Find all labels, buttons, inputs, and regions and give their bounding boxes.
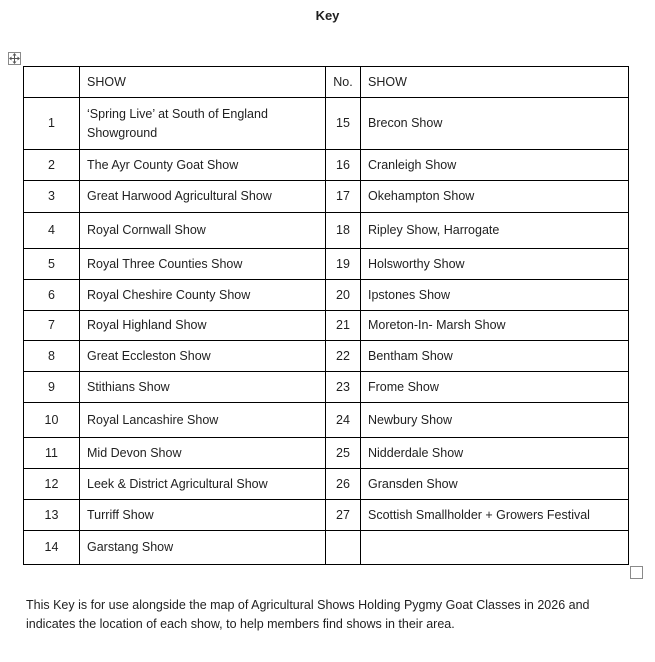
table-row xyxy=(24,181,629,213)
show-name-right: Newbury Show xyxy=(361,403,629,438)
show-name-left: Great Harwood Agricultural Show xyxy=(80,181,326,213)
show-name-right: Scottish Smallholder + Growers Festival xyxy=(361,500,629,531)
show-name-left: ‘Spring Live’ at South of England Showground xyxy=(80,98,326,150)
table-row xyxy=(24,469,629,500)
show-name-right: Okehampton Show xyxy=(361,181,629,213)
show-name-left: Royal Cornwall Show xyxy=(80,213,326,249)
show-number-right: 27 xyxy=(326,500,361,531)
show-number-right: 15 xyxy=(326,98,361,150)
show-number-left: 11 xyxy=(24,438,80,469)
show-number-right: 19 xyxy=(326,249,361,280)
show-name-left: Royal Three Counties Show xyxy=(80,249,326,280)
show-name-right: Frome Show xyxy=(361,372,629,403)
show-number-right: 17 xyxy=(326,181,361,213)
show-number-right: 20 xyxy=(326,280,361,311)
show-number-left: 13 xyxy=(24,500,80,531)
table-row xyxy=(24,249,629,280)
show-number-right: 25 xyxy=(326,438,361,469)
header-number-left xyxy=(24,67,80,98)
show-number-left: 3 xyxy=(24,181,80,213)
show-number-left: 2 xyxy=(24,150,80,181)
show-number-left: 14 xyxy=(24,531,80,565)
table-row xyxy=(24,98,629,150)
show-name-left: Mid Devon Show xyxy=(80,438,326,469)
header-show-right: SHOW xyxy=(361,67,629,98)
show-number-right: 23 xyxy=(326,372,361,403)
page-title: Key xyxy=(315,8,340,23)
table-row xyxy=(24,403,629,438)
show-name-left: Garstang Show xyxy=(80,531,326,565)
show-name-left: Turriff Show xyxy=(80,500,326,531)
show-number-left: 5 xyxy=(24,249,80,280)
show-name-right: Holsworthy Show xyxy=(361,249,629,280)
show-name-right: Cranleigh Show xyxy=(361,150,629,181)
show-number-right: 24 xyxy=(326,403,361,438)
show-number-left: 7 xyxy=(24,311,80,341)
show-name-left: Stithians Show xyxy=(80,372,326,403)
table-row xyxy=(24,372,629,403)
show-number-right: 16 xyxy=(326,150,361,181)
show-name-left: Great Eccleston Show xyxy=(80,341,326,372)
table-row xyxy=(24,438,629,469)
show-number-right: 21 xyxy=(326,311,361,341)
show-name-left: Royal Cheshire County Show xyxy=(80,280,326,311)
table-row xyxy=(24,531,629,565)
table-row xyxy=(24,150,629,181)
show-number-right: 18 xyxy=(326,213,361,249)
show-number-left: 12 xyxy=(24,469,80,500)
show-number-right xyxy=(326,531,361,565)
show-number-left: 6 xyxy=(24,280,80,311)
table-row xyxy=(24,341,629,372)
header-number-right: No. xyxy=(326,67,361,98)
show-key-table xyxy=(23,66,629,565)
show-name-right: Ipstones Show xyxy=(361,280,629,311)
show-name-right: Brecon Show xyxy=(361,98,629,150)
show-number-right: 26 xyxy=(326,469,361,500)
table-row xyxy=(24,213,629,249)
show-name-right: Nidderdale Show xyxy=(361,438,629,469)
show-number-right: 22 xyxy=(326,341,361,372)
show-name-left: Leek & District Agricultural Show xyxy=(80,469,326,500)
show-name-left: Royal Lancashire Show xyxy=(80,403,326,438)
move-arrows-icon xyxy=(9,53,20,64)
table-row xyxy=(24,311,629,341)
show-number-left: 8 xyxy=(24,341,80,372)
show-number-left: 1 xyxy=(24,98,80,150)
show-name-right: Ripley Show, Harrogate xyxy=(361,213,629,249)
header-show-left: SHOW xyxy=(80,67,326,98)
show-name-right: Bentham Show xyxy=(361,341,629,372)
show-name-right xyxy=(361,531,629,565)
table-move-handle-icon[interactable] xyxy=(8,52,21,65)
show-number-left: 4 xyxy=(24,213,80,249)
show-name-right: Moreton-In- Marsh Show xyxy=(361,311,629,341)
show-number-left: 10 xyxy=(24,403,80,438)
show-name-right: Gransden Show xyxy=(361,469,629,500)
key-note: This Key is for use alongside the map of Agricultural Shows Holding Pygmy Goat Classes in 2026 and indicates the location of each show, to help members find shows in their area. xyxy=(26,598,590,631)
show-name-left: Royal Highland Show xyxy=(80,311,326,341)
table-row xyxy=(24,500,629,531)
show-number-left: 9 xyxy=(24,372,80,403)
table-resize-handle-icon[interactable] xyxy=(630,566,643,579)
table-header-row xyxy=(24,67,629,98)
table-row xyxy=(24,280,629,311)
show-name-left: The Ayr County Goat Show xyxy=(80,150,326,181)
